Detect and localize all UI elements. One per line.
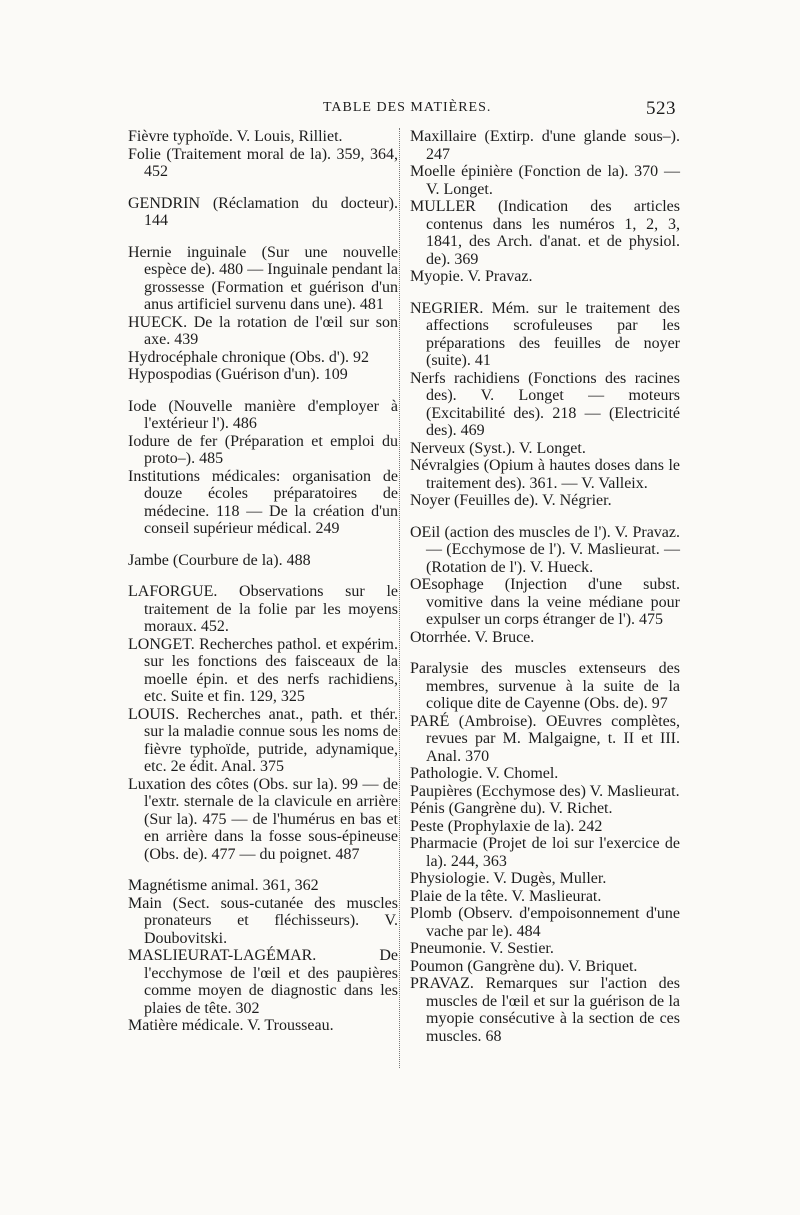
index-entry: Plomb (Observ. d'empoisonnement d'une vache par le). 484 <box>410 905 680 940</box>
index-entry: LONGET. Recherches pathol. et expérim. sur les fonctions des faisceaux de la moelle épin. et des nerfs rachidiens, etc. Suite et fin. 129, 325 <box>128 635 398 705</box>
index-entry: OEil (action des muscles de l'). V. Pravaz. — (Ecchymose de l'). V. Maslieurat. — (Rotation de l'). V. Hueck. <box>410 523 680 576</box>
index-entry: LOUIS. Recherches anat., path. et thér. sur la maladie connue sous les noms de fièvre typhoïde, putride, adynamique, etc. 2e édit. Anal. 375 <box>128 705 398 775</box>
index-entry: MASLIEURAT-LAGÉMAR. De l'ecchymose de l'œil et des paupières comme moyen de diagnostic dans les plaies de tête. 302 <box>128 947 398 1017</box>
index-entry: Hypospodias (Guérison d'un). 109 <box>128 366 348 383</box>
index-entry: Hernie inguinale (Sur une nouvelle espèce de). 480 — Inguinale pendant la grossesse (Formation et guérison d'un anus artificiel survenu dans une). 481 <box>128 243 398 313</box>
index-entry: Névralgies (Opium à hautes doses dans le traitement des). 361. — V. Valleix. <box>410 457 680 492</box>
index-column-right <box>410 128 680 1045</box>
index-entry: Matière médicale. V. Trousseau. <box>128 1017 334 1034</box>
index-entry: Paralysie des muscles extenseurs des membres, survenue à la suite de la colique dite de Cayenne (Obs. de). 97 <box>410 660 680 712</box>
index-entry: Myopie. V. Pravaz. <box>410 268 533 285</box>
index-entry: Pneumonie. V. Sestier. <box>410 940 554 957</box>
index-entry: Maxillaire (Extirp. d'une glande sous–). 247 <box>410 128 680 163</box>
index-entry: Magnétisme animal. 361, 362 <box>128 877 319 894</box>
index-entry: Pénis (Gangrène du). V. Richet. <box>410 800 613 817</box>
index-entry: Folie (Traitement moral de la). 359, 364, 452 <box>128 145 398 180</box>
index-entry: Moelle épinière (Fonction de la). 370 — V. Longet. <box>410 163 680 198</box>
index-entry: Paupières (Ecchymose des) V. Maslieurat. <box>410 782 680 800</box>
index-entry: OEsophage (Injection d'une subst. vomitive dans la veine médiane pour expulser un corps étranger de l'). 475 <box>410 576 680 628</box>
index-entry: Main (Sect. sous-cutanée des muscles pronateurs et fléchisseurs). V. Doubovitski. <box>128 894 398 947</box>
index-entry: Plaie de la tête. V. Maslieurat. <box>410 887 602 905</box>
index-entry: Poumon (Gangrène du). V. Briquet. <box>410 957 638 975</box>
column-divider <box>399 128 400 1068</box>
index-entry: HUECK. De la rotation de l'œil sur son axe. 439 <box>128 313 398 348</box>
index-entry: Jambe (Courbure de la). 488 <box>128 551 311 569</box>
index-entry: Iodure de fer (Préparation et emploi du proto–). 485 <box>128 432 398 467</box>
index-entry: Pharmacie (Projet de loi sur l'exercice de la). 244, 363 <box>410 835 680 870</box>
index-entry: Luxation des côtes (Obs. sur la). 99 — de l'extr. sternale de la clavicule en arrière (Sur la). 475 — de l'humérus en bas et en arrière dans la fosse sous-épineuse (Obs. de). 477 — du poignet. 487 <box>128 775 398 863</box>
index-entry: PRAVAZ. Remarques sur l'action des muscles de l'œil et sur la guérison de la myopie consécutive à la section de ces muscles. 68 <box>410 975 680 1045</box>
index-entry: LAFORGUE. Observations sur le traitement de la folie par les moyens moraux. 452. <box>128 583 398 635</box>
index-entry: NEGRIER. Mém. sur le traitement des affections scrofuleuses par les préparations des feuilles de noyer (suite). 41 <box>410 299 680 369</box>
index-entry: Pathologie. V. Chomel. <box>410 765 559 782</box>
index-entry: Fièvre typhoïde. V. Louis, Rilliet. <box>128 128 343 145</box>
index-entry: Institutions médicales: organisation de douze écoles préparatoires de médecine. 118 — De la création d'un conseil supérieur médical. 249 <box>128 467 398 537</box>
index-entry: MULLER (Indication des articles contenus dans les numéros 1, 2, 3, 1841, des Arch. d'anat. et de physiol. de). 369 <box>410 198 680 268</box>
index-entry: Physiologie. V. Dugès, Muller. <box>410 870 607 887</box>
page-number: 523 <box>646 98 676 119</box>
index-column-left <box>128 128 398 1035</box>
index-entry: Nerfs rachidiens (Fonctions des racines des). V. Longet — moteurs (Excitabilité des). 218 — (Electricité des). 469 <box>410 369 680 439</box>
index-entry: Noyer (Feuilles de). V. Négrier. <box>410 492 612 509</box>
index-entry: PARÉ (Ambroise). OEuvres complètes, revues par M. Malgaigne, t. II et III. Anal. 370 <box>410 712 680 765</box>
index-entry: Iode (Nouvelle manière d'employer à l'extérieur l'). 486 <box>128 397 398 432</box>
index-entry: Otorrhée. V. Bruce. <box>410 628 535 646</box>
index-entry: Nerveux (Syst.). V. Longet. <box>410 439 586 457</box>
index-entry: Hydrocéphale chronique (Obs. d'). 92 <box>128 348 370 366</box>
index-entry: Peste (Prophylaxie de la). 242 <box>410 817 603 835</box>
running-title: TABLE DES MATIÈRES. <box>323 100 492 115</box>
index-entry: GENDRIN (Réclamation du docteur). 144 <box>128 194 398 229</box>
